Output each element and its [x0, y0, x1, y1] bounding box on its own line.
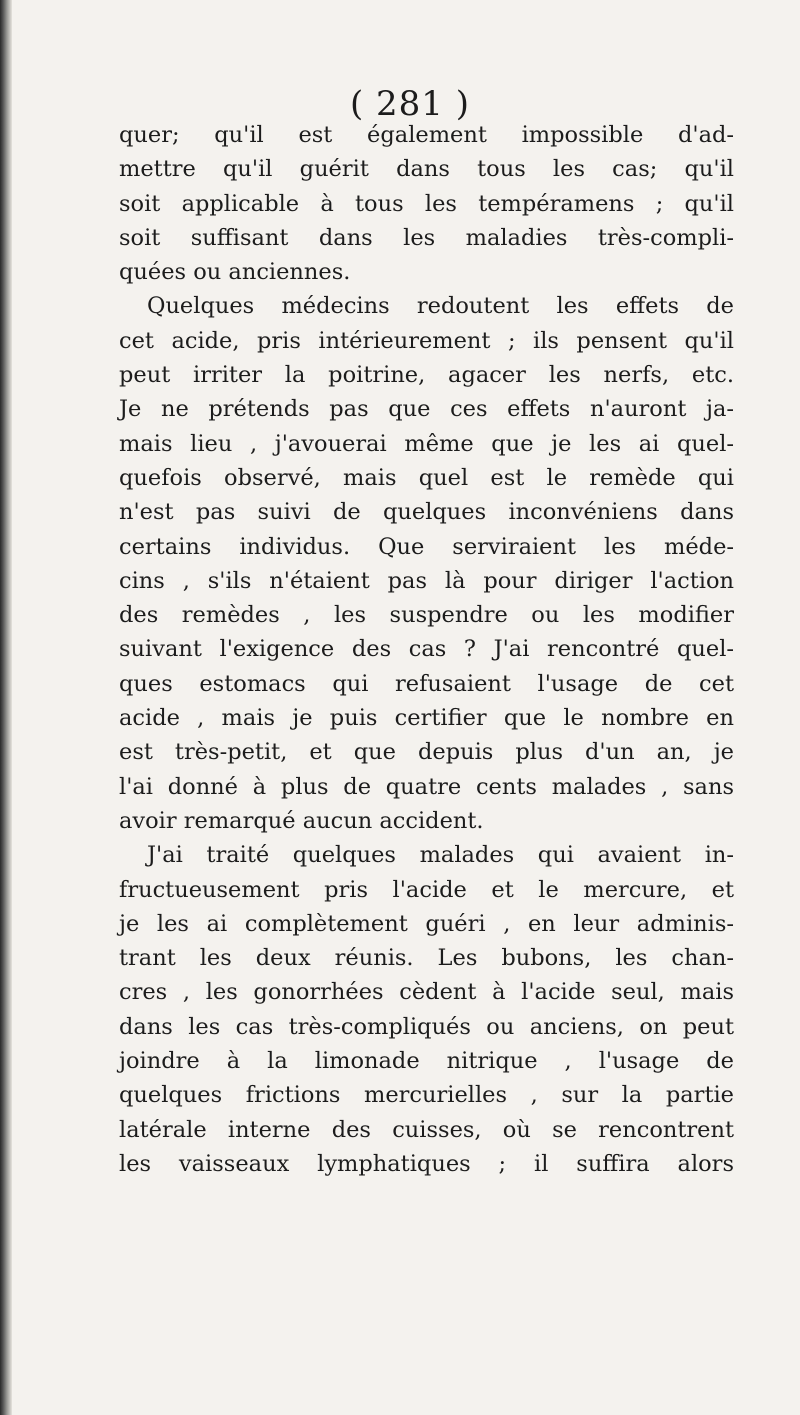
text-line: trant les deux réunis. Les bubons, les chan-: [119, 945, 734, 972]
text-line: suivant l'exigence des cas ? J'ai rencontré quel-: [119, 636, 734, 663]
text-line: certains individus. Que serviraient les méde-: [119, 533, 734, 560]
text-line: cins , s'ils n'étaient pas là pour diriger l'action: [119, 567, 734, 594]
text-line: cet acide, pris intérieurement ; ils pensent qu'il: [119, 327, 734, 354]
text-line: les vaisseaux lymphatiques ; il suffira alors: [119, 1150, 734, 1177]
text-line: je les ai complètement guéri , en leur adminis-: [119, 910, 734, 937]
text-line: quefois observé, mais quel est le remède qui: [119, 464, 734, 491]
text-line: l'ai donné à plus de quatre cents malades , sans: [119, 773, 734, 800]
text-line: cres , les gonorrhées cèdent à l'acide seul, mais: [119, 979, 734, 1006]
text-line: Je ne prétends pas que ces effets n'auront ja-: [119, 396, 734, 423]
text-line: avoir remarqué aucun accident.: [119, 807, 484, 834]
text-line: latérale interne des cuisses, où se rencontrent: [119, 1116, 734, 1143]
text-line: dans les cas très-compliqués ou anciens, on peut: [119, 1013, 734, 1040]
text-line: n'est pas suivi de quelques inconvéniens dans: [119, 499, 734, 526]
body-text: [119, 118, 734, 1181]
text-line: quelques frictions mercurielles , sur la partie: [119, 1082, 734, 1109]
text-line: peut irriter la poitrine, agacer les nerfs, etc.: [119, 362, 734, 389]
page-binding-edge: [0, 0, 12, 1415]
text-line: Quelques médecins redoutent les effets de: [147, 293, 734, 320]
text-line: mais lieu , j'avouerai même que je les ai quel-: [119, 430, 734, 457]
text-line: fructueusement pris l'acide et le mercure, et: [119, 876, 734, 903]
text-line: est très-petit, et que depuis plus d'un an, je: [119, 739, 734, 766]
text-line: quer; qu'il est également impossible d'ad-: [119, 122, 734, 148]
text-line: joindre à la limonade nitrique , l'usage de: [119, 1048, 734, 1075]
text-line: des remèdes , les suspendre ou les modifier: [119, 602, 734, 629]
text-line: soit suffisant dans les maladies très-compli-: [119, 224, 734, 251]
text-line: ques estomacs qui refusaient l'usage de cet: [119, 670, 734, 697]
text-line: acide , mais je puis certifier que le nombre en: [119, 705, 734, 732]
text-line: quées ou anciennes.: [119, 259, 351, 286]
text-line: mettre qu'il guérit dans tous les cas; qu'il: [119, 156, 734, 183]
text-line: J'ai traité quelques malades qui avaient in-: [147, 842, 734, 869]
text-line: soit applicable à tous les tempéramens ; qu'il: [119, 190, 734, 217]
page-number: ( 281 ): [349, 84, 471, 124]
